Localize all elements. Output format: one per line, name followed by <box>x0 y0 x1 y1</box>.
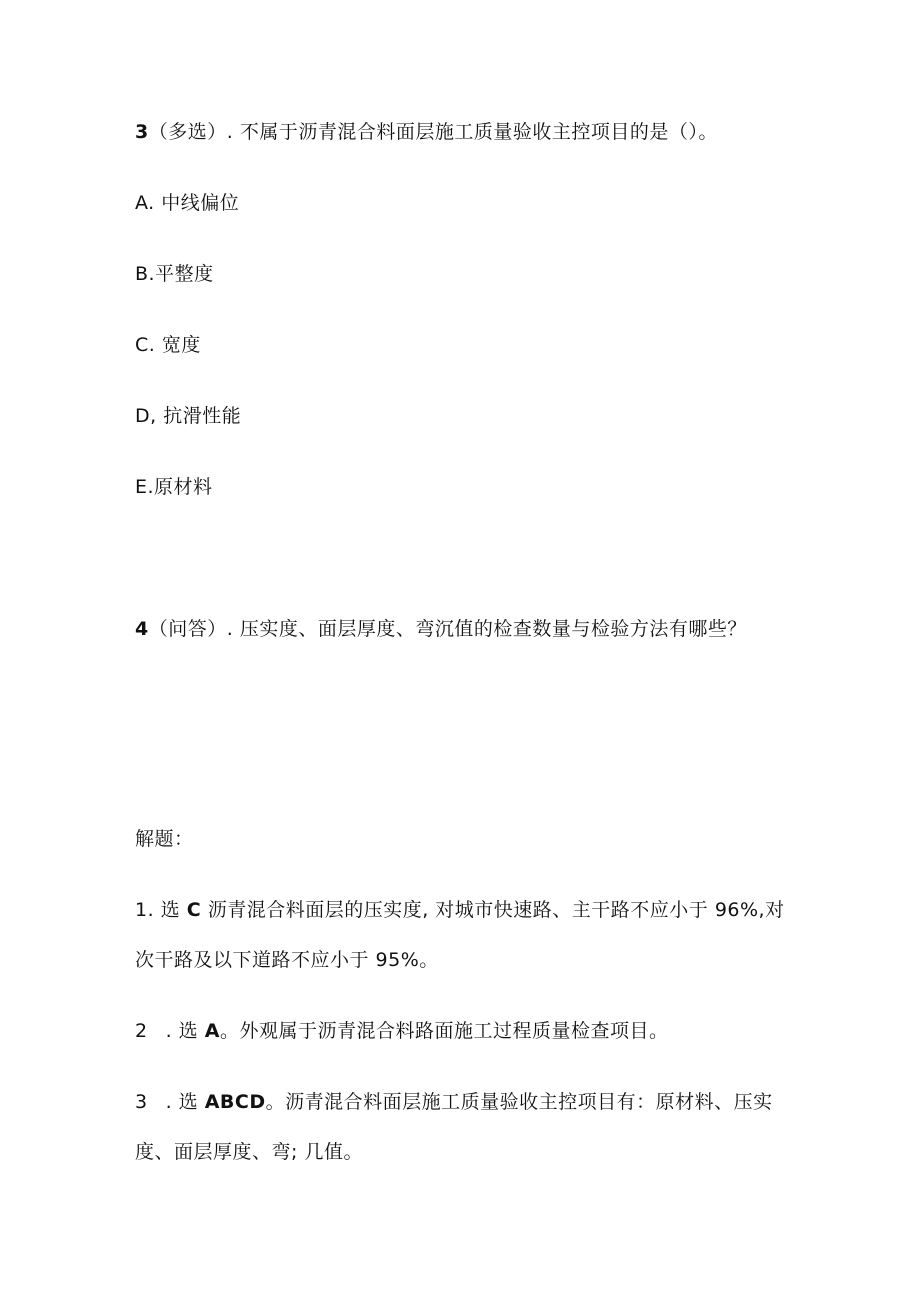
question-3-number: 3 <box>135 121 149 143</box>
question-4-type: （问答） <box>148 618 227 640</box>
answer-1-choice: C <box>186 899 202 921</box>
answer-3-text: 。沥青混合料面层施工质量验收主控项目有：原材料、压实 <box>265 1091 773 1113</box>
option-a: A. 中线偏位 <box>135 192 240 214</box>
question-3-stem <box>135 120 718 144</box>
answer-2-choice: A <box>204 1020 220 1042</box>
option-c: C. 宽度 <box>135 334 201 356</box>
answer-1-text: 沥青混合料面层的压实度, 对城市快速路、主干路不应小于 96%,对 <box>201 899 785 921</box>
answer-2-text: 。外观属于沥青混合料路面施工过程质量检查项目。 <box>219 1020 669 1042</box>
option-d: D, 抗滑性能 <box>135 405 242 427</box>
answer-1-line-2: 次干路及以下道路不应小于 95%。 <box>135 949 439 971</box>
question-4-stem <box>135 617 747 641</box>
question-4-text: . 压实度、面层厚度、弯沉值的检查数量与检验方法有哪些？ <box>226 618 747 640</box>
answer-2 <box>135 1019 668 1043</box>
answer-2-number: 2 <box>135 1020 148 1042</box>
solution-heading: 解题： <box>135 828 194 850</box>
question-3-type: （多选） <box>148 121 227 143</box>
answer-3-prefix: . 选 <box>165 1091 205 1113</box>
answer-1-line-1 <box>135 898 785 922</box>
answer-3-line-1 <box>135 1090 773 1114</box>
answer-3-choice: ABCD <box>204 1091 266 1113</box>
answer-3-line-2: 度、面层厚度、弯; 几值。 <box>135 1141 363 1163</box>
option-e: E.原材料 <box>135 476 213 498</box>
answer-2-prefix: . 选 <box>165 1020 205 1042</box>
question-3-text: . 不属于沥青混合料面层施工质量验收主控项目的是（）。 <box>226 121 718 143</box>
answer-1-prefix: 1. 选 <box>135 899 187 921</box>
question-4-number: 4 <box>135 618 149 640</box>
option-b: B.平整度 <box>135 263 214 285</box>
answer-3-number: 3 <box>135 1091 148 1113</box>
